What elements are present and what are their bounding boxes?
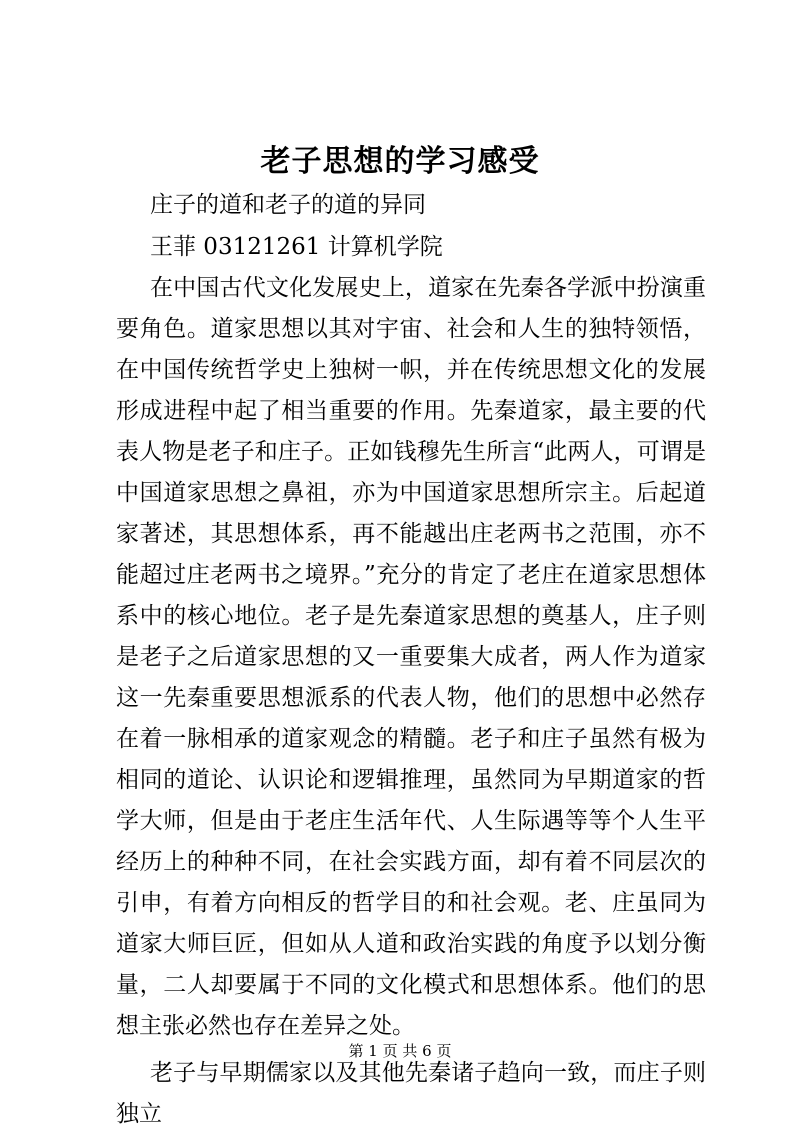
document-title: 老子思想的学习感受 [260, 144, 540, 179]
page-footer: 第 1 页 共 6 页 [348, 1042, 452, 1060]
author-line: 王菲 03121261 计算机学院 [150, 234, 443, 260]
body-paragraph: 老子与早期儒家以及其他先秦诸子趋向一致，而庄子则独立 [116, 1060, 706, 1127]
document-body [116, 268, 706, 1135]
document-subtitle: 庄子的道和老子的道的异同 [150, 192, 426, 218]
body-paragraph: 在中国古代文化发展史上，道家在先秦各学派中扮演重要角色。道家思想以其对宇宙、社会和人生的独特领悟，在中国传统哲学史上独树一帜，并在传统思想文化的发展形成进程中起了相当重要的作用。先秦道家，最主要的代表人物是老子和庄子。正如钱穆先生所言“此两人，可谓是中国道家思想之鼻祖，亦为中国道家思想所宗主。后起道家著述，其思想体系，再不能越出庄老两书之范围，亦不能超过庄老两书之境界。”充分的肯定了老庄在道家思想体系中的核心地位。老子是先秦道家思想的奠基人，庄子则是老子之后道家思想的又一重要集大成者，两人作为道家这一先秦重要思想派系的代表人物，他们的思想中必然存在着一脉相承的道家观念的精髓。老子和庄子虽然有极为相同的道论、认识论和逻辑推理，虽然同为早期道家的哲学大师，但是由于老庄生活年代、人生际遇等等个人生平经历上的种种不同，在社会实践方面，却有着不同层次的引申，有着方向相反的哲学目的和社会观。老、庄虽同为道家大师巨匠，但如从人道和政治实践的角度予以划分衡量，二人却要属于不同的文化模式和思想体系。他们的思想主张必然也存在差异之处。 [116, 275, 706, 1039]
